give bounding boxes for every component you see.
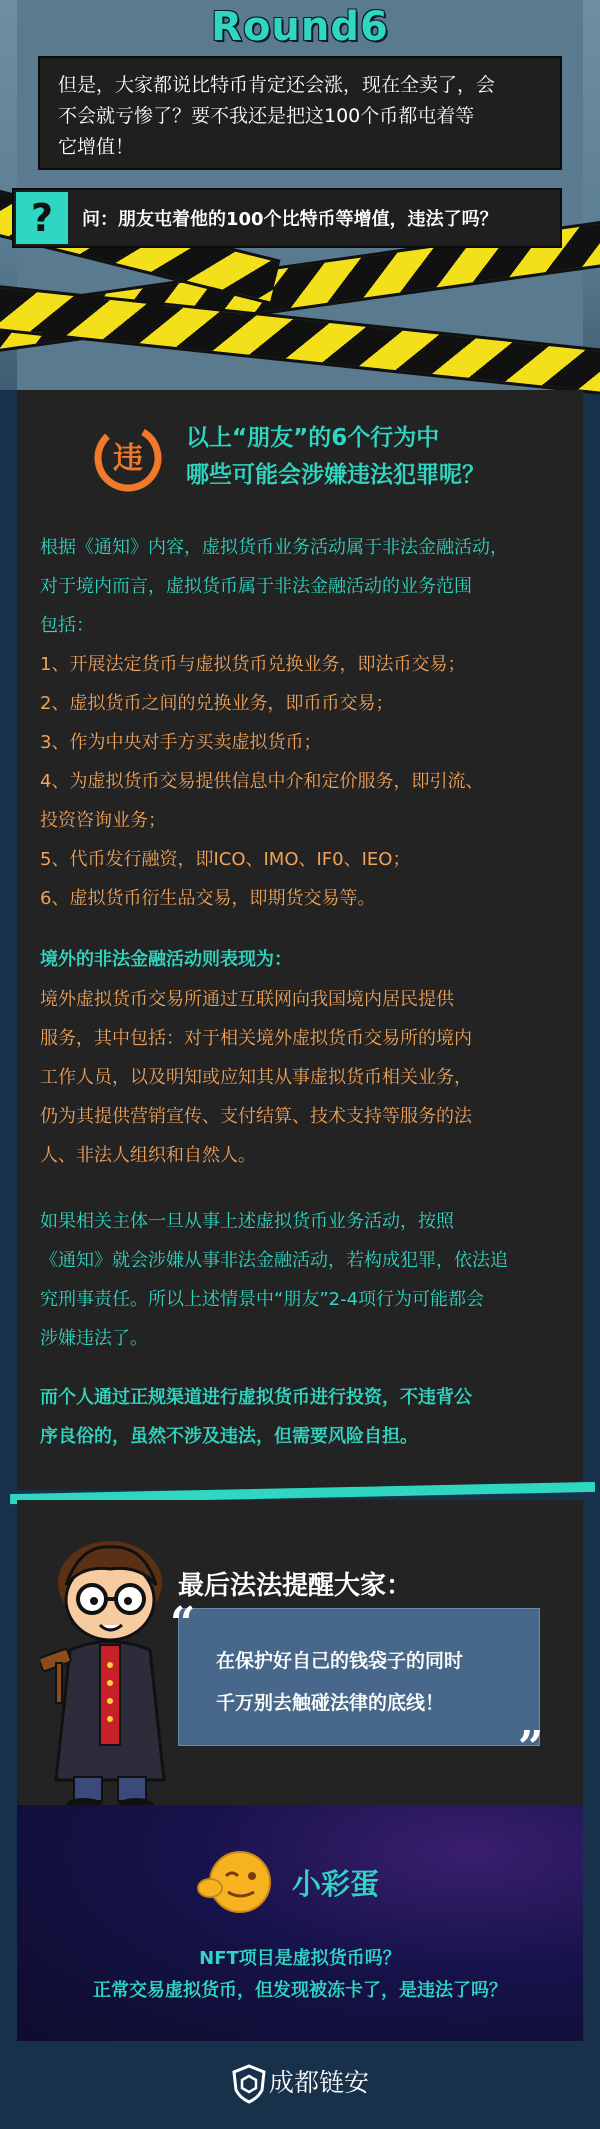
easter-egg-section: [17, 1805, 583, 2041]
question-bar: [12, 188, 562, 248]
intro-paragraph: [40, 528, 570, 645]
list-item: 4、为虚拟货币交易提供信息中介和定价服务，即引流、: [40, 771, 484, 792]
reminder-line: 在保护好自己的钱袋子的同时: [216, 1650, 464, 1672]
egg-question: 正常交易虚拟货币，但发现被冻卡了，是违法了吗？: [93, 1980, 507, 2001]
abroad-line: 仍为其提供营销宣传、支付结算、技术支持等服务的法: [40, 1106, 472, 1127]
section-heading: [186, 420, 485, 494]
lawyer-mascot-icon: [40, 1525, 180, 1815]
list-item: 6、虚拟货币衍生品交易，即期货交易等。: [40, 888, 376, 909]
footer-brand-name: 成都链安: [268, 2068, 369, 2097]
egg-title: 小彩蛋: [292, 1867, 380, 1901]
abroad-line: 工作人员，以及明知或应知其从事虚拟货币相关业务，: [40, 1067, 472, 1088]
conclusion-line: 如果相关主体一旦从事上述虚拟货币业务活动，按照: [40, 1211, 454, 1232]
list-item: 5、代币发行融资，即ICO、IMO、IF0、IEO；: [40, 849, 411, 870]
open-quote-icon: “: [170, 1598, 196, 1649]
abroad-heading: 境外的非法金融活动则表现为：: [40, 949, 292, 970]
abroad-line: 人、非法人组织和自然人。: [40, 1145, 256, 1166]
reminder-box: [178, 1608, 540, 1746]
close-quote-icon: ”: [518, 1722, 544, 1773]
question-text: 问：朋友屯着他的100个比特币等增值，违法了吗？: [82, 209, 498, 230]
personal-paragraph: [40, 1378, 570, 1456]
quote-line: 它增值！: [58, 136, 135, 158]
intro-line: 包括：: [40, 615, 94, 636]
shield-logo-icon: [231, 2064, 267, 2104]
abroad-line: 服务，其中包括：对于相关境外虚拟货币交易所的境内: [40, 1028, 472, 1049]
round-title: Round6: [211, 4, 389, 50]
conclusion-paragraph: [40, 1202, 570, 1358]
personal-line: 序良俗的，虽然不涉及违法，但需要风险自担。: [40, 1426, 418, 1447]
items-list: [40, 645, 570, 918]
list-item: 投资咨询业务；: [40, 810, 166, 831]
heading-line: 哪些可能会涉嫌违法犯罪呢？: [186, 462, 485, 488]
conclusion-line: 《通知》就会涉嫌从事非法金融活动，若构成犯罪，依法追: [40, 1250, 508, 1271]
heading-line: 以上“朋友”的6个行为中: [186, 425, 440, 451]
intro-line: 对于境内而言，虚拟货币属于非法金融活动的业务范围: [40, 576, 472, 597]
quote-line: 但是，大家都说比特币肯定还会涨，现在全卖了，会: [58, 74, 496, 96]
abroad-line: 境外虚拟货币交易所通过互联网向我国境内居民提供: [40, 989, 454, 1010]
list-item: 2、虚拟货币之间的兑换业务，即币币交易；: [40, 693, 394, 714]
question-mark-icon: ?: [16, 192, 68, 244]
personal-line: 而个人通过正规渠道进行虚拟货币进行投资，不违背公: [40, 1387, 472, 1408]
footer-brand: [0, 2063, 600, 2104]
conclusion-line: 涉嫌违法了。: [40, 1328, 148, 1349]
quote-line: 不会就亏惨了？要不我还是把这100个币都屯着等: [58, 105, 475, 127]
emoji-icon: [196, 1848, 280, 1916]
reminder-title: 最后法法提醒大家：: [178, 1571, 413, 1601]
abroad-paragraph: [40, 980, 570, 1175]
law-icon-char: 违: [113, 441, 143, 476]
conclusion-line: 究刑事责任。所以上述情景中“朋友”2-4项行为可能都会: [40, 1289, 485, 1310]
egg-question: NFT项目是虚拟货币吗？: [199, 1948, 401, 1969]
reminder-line: 千万别去触碰法律的底线！: [216, 1692, 445, 1714]
list-item: 1、开展法定货币与虚拟货币兑换业务，即法币交易；: [40, 654, 466, 675]
quote-box: [38, 56, 562, 170]
intro-line: 根据《通知》内容，虚拟货币业务活动属于非法金融活动，: [40, 537, 508, 558]
list-item: 3、作为中央对手方买卖虚拟货币；: [40, 732, 322, 753]
law-violation-icon: [90, 420, 166, 496]
